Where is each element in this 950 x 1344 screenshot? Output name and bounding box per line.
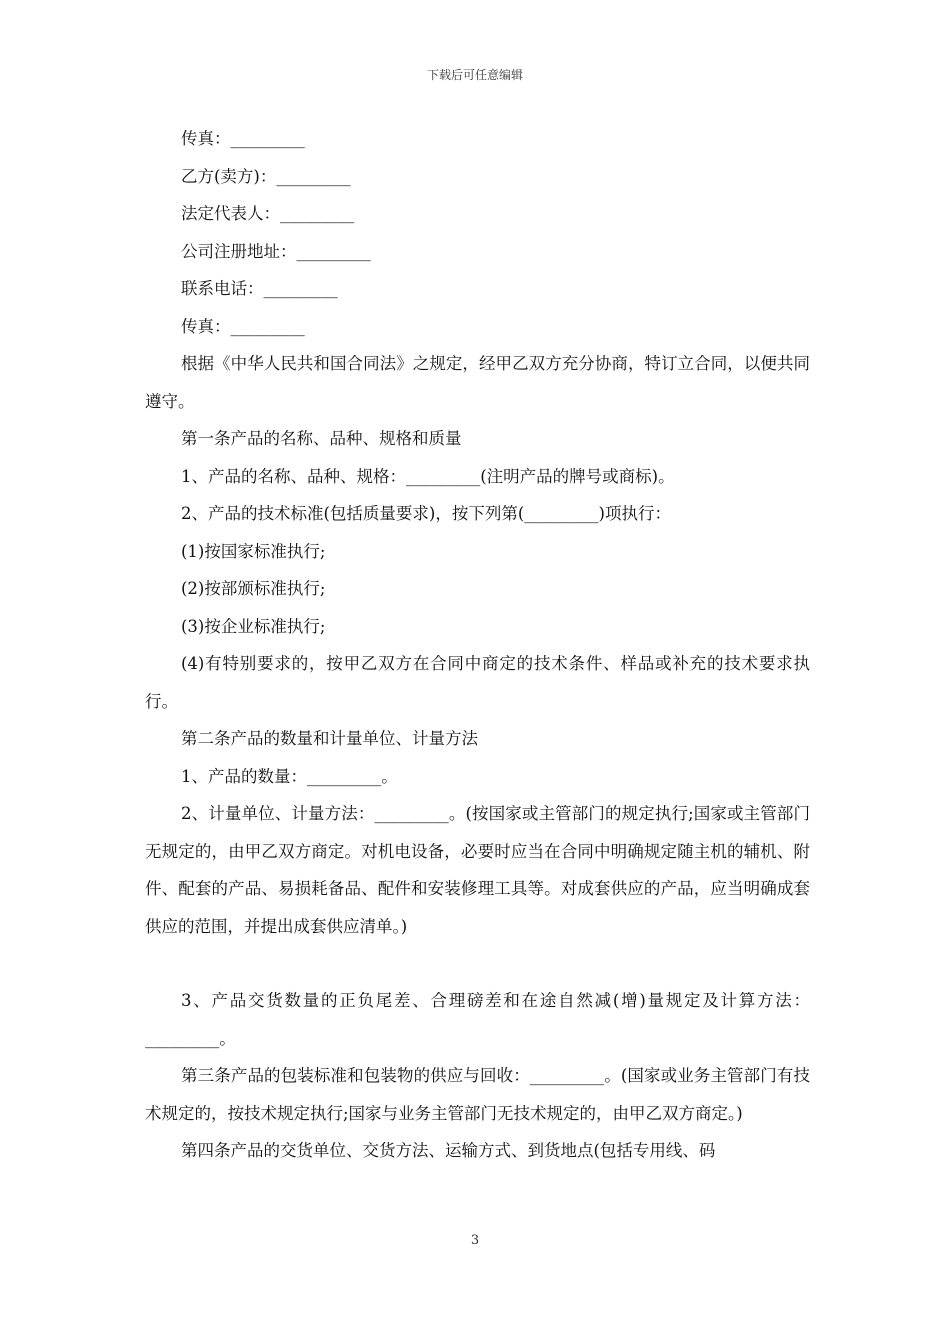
section-heading: 第一条产品的名称、品种、规格和质量 — [181, 429, 462, 448]
paragraph: 2、计量单位、计量方法：_________。(按国家或主管部门的规定执行;国家或主管部门无规定的，由甲乙双方商定。对机电设备，必要时应当在合同中明确规定随主机的辅机、附件、配套的产品、易损耗备品、配件和安装修理工具等。对成套供应的产品，应当明确成套供应的范围，并提出成套供应清单。) — [145, 804, 810, 936]
page-number: 3 — [470, 1233, 480, 1248]
paragraph: 法定代表人：_________ — [181, 204, 355, 223]
paragraph: (3)按企业标准执行; — [181, 616, 326, 636]
paragraph: 传真：_________ — [181, 129, 305, 148]
paragraph: 公司注册地址：_________ — [181, 241, 371, 261]
paragraph: 联系电话：_________ — [181, 279, 338, 298]
blank-line — [145, 945, 810, 982]
paragraph: (1)按国家标准执行; — [181, 541, 326, 561]
paragraph: (2)按部颁标准执行; — [181, 579, 326, 598]
paragraph: 乙方(卖方)：_________ — [181, 166, 351, 186]
section-heading: 第三条产品的包装标准和包装物的供应与回收：_________。(国家或业务主管部门有技术规定的，按技术规定执行;国家与业务主管部门无技术规定的，由甲乙双方商定。) — [145, 1066, 810, 1123]
paragraph: 根据《中华人民共和国合同法》之规定，经甲乙双方充分协商，特订立合同，以便共同遵守。 — [145, 354, 810, 411]
page-header: 下载后可任意编辑 — [426, 68, 523, 82]
document-body — [145, 120, 810, 1170]
section-heading: 第四条产品的交货单位、交货方法、运输方式、到货地点(包括专用线、码 — [181, 1141, 716, 1160]
paragraph: 传真：_________ — [181, 316, 305, 336]
paragraph: 1、产品的数量：_________。 — [181, 766, 398, 786]
paragraph: (4)有特别要求的，按甲乙双方在合同中商定的技术条件、样品或补充的技术要求执行。 — [145, 654, 810, 711]
paragraph: 3、产品交货数量的正负尾差、合理磅差和在途自然减(增)量规定及计算方法：_________。 — [145, 991, 810, 1048]
paragraph: 2、产品的技术标准(包括质量要求)，按下列第(_________)项执行： — [181, 504, 671, 523]
section-heading: 第二条产品的数量和计量单位、计量方法 — [181, 729, 478, 748]
paragraph: 1、产品的名称、品种、规格：_________(注明产品的牌号或商标)。 — [181, 466, 675, 486]
